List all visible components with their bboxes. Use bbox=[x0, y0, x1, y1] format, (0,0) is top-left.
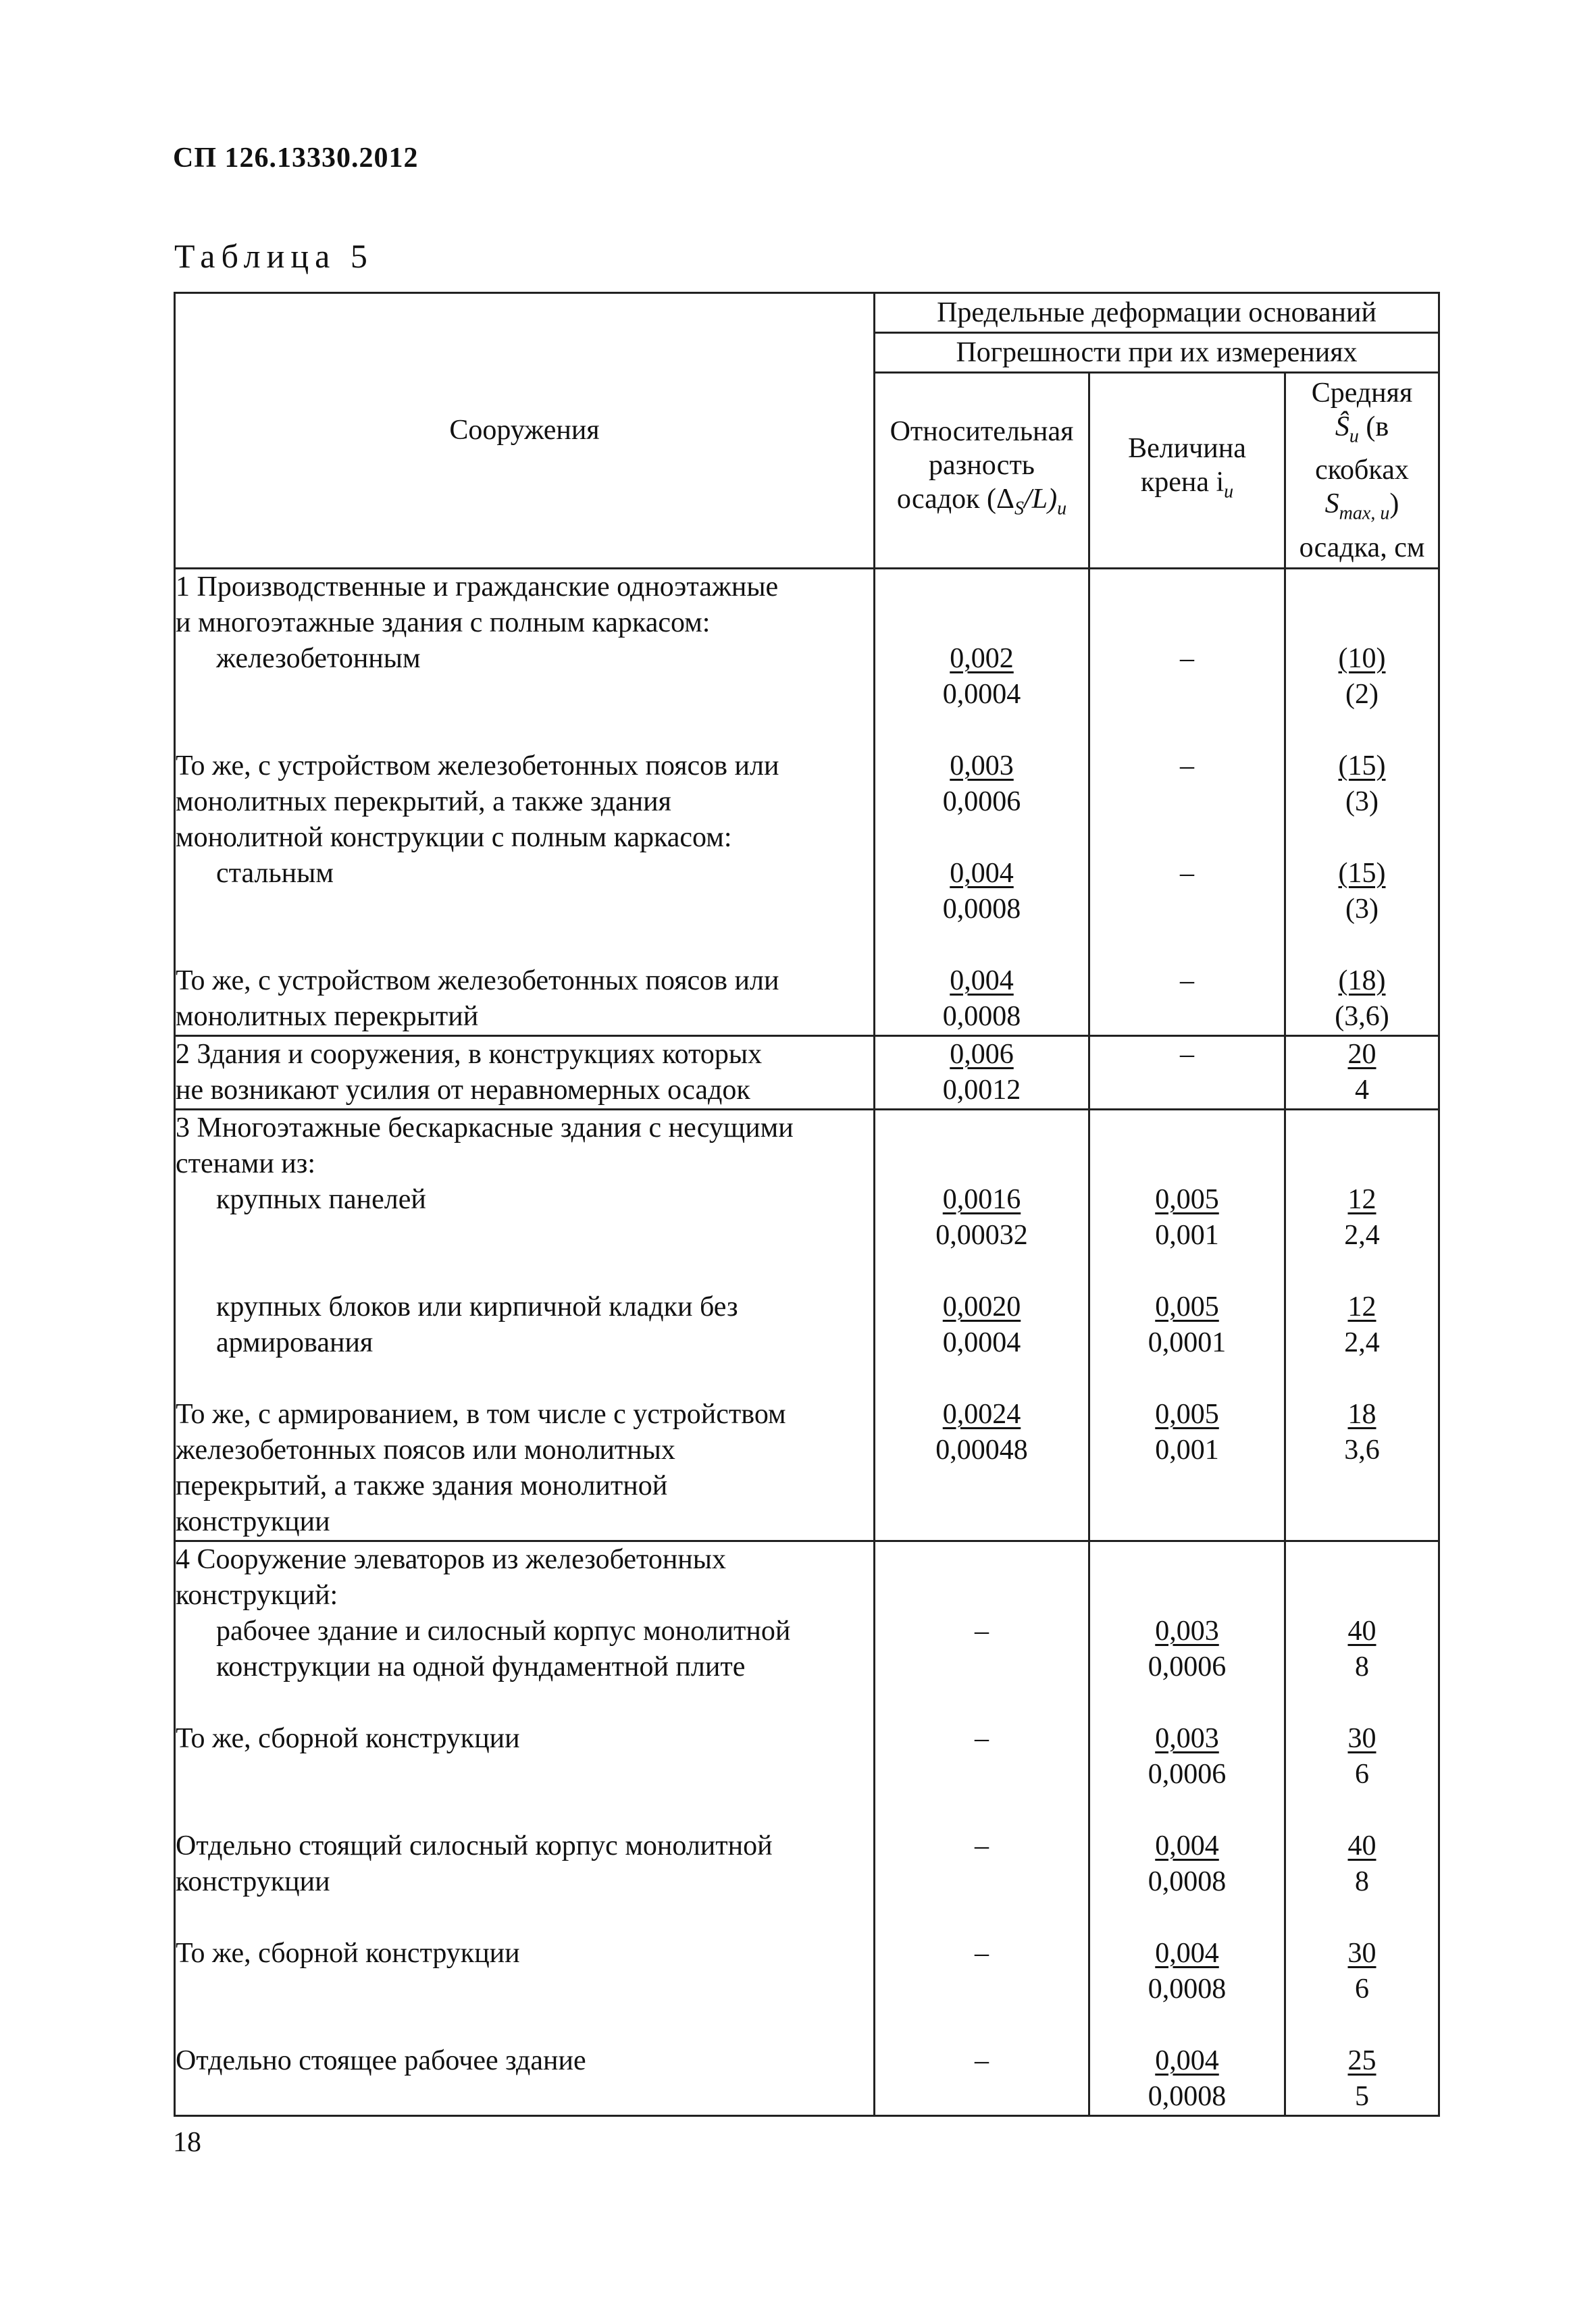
group-4-description: 4 Сооружение элеваторов из железобетонных конструкций: рабочее здание и силосный корпус монолитной конструкции на одной фундаментной плите То же, сборной конструкции Отдельно стоящий силосный корпус монолитной конструкции То же, сборной конструкции Отдельно стоящее рабочее здание bbox=[175, 1541, 875, 2115]
group-1-relative-settlement: 0,002 0,0004 0,003 0,0006 0,004 0,0008 0,004 0,0008 bbox=[875, 568, 1089, 1035]
document-code: СП 126.13330.2012 bbox=[173, 143, 419, 174]
group-3-description: 3 Многоэтажные бескаркасные здания с несущими стенами из: крупных панелей крупных блоков или кирпичной кладки без армирования То же, с армированием, в том числе с устройством железобетонных поясов или монолитных перекрытий, а также здания монолитной конструкции bbox=[175, 1109, 875, 1541]
group-4-average-settlement: 40 8 30 6 40 8 30 6 25 5 bbox=[1285, 1541, 1439, 2115]
group-2-description: 2 Здания и сооружения, в конструкциях которых не возникают усилия от неравномерных осадок bbox=[175, 1035, 875, 1109]
table-caption: Таблица 5 bbox=[174, 237, 374, 275]
group-3-relative-settlement: 0,0016 0,00032 0,0020 0,0004 0,0024 0,00048 bbox=[875, 1109, 1089, 1541]
group-4-tilt: 0,003 0,0006 0,003 0,0006 0,004 0,0008 0,004 0,0008 0,004 0,0008 bbox=[1089, 1541, 1285, 2115]
header-measurement-errors: Погрешности при их измерениях bbox=[875, 333, 1439, 373]
group-1-tilt: – – – – bbox=[1089, 568, 1285, 1035]
header-tilt: Величина крена $i_u$ bbox=[1089, 373, 1285, 569]
group-2-relative-settlement: 0,006 0,0012 bbox=[875, 1035, 1089, 1109]
group-1-average-settlement: (10) (2) (15) (3) (15) (3) (18) (3,6) bbox=[1285, 568, 1439, 1035]
header-deformation-limits: Предельные деформации оснований bbox=[875, 293, 1439, 333]
table-row-group-1 bbox=[175, 568, 1439, 1035]
header-average-settlement: Средняя $Ŝ_u$ (в скобках $S_{max, u}$) осадка, см bbox=[1285, 373, 1439, 569]
group-1-description: 1 Производственные и гражданские одноэтажные и многоэтажные здания с полным каркасом: железобетонным То же, с устройством железобетонных поясов или монолитных перекрытий, а также здания монолитной конструкции с полным каркасом: стальным То же, с устройством железобетонных поясов или монолитных перекрытий bbox=[175, 568, 875, 1035]
group-2-average-settlement: 20 4 bbox=[1285, 1035, 1439, 1109]
group-3-average-settlement: 12 2,4 12 2,4 18 3,6 bbox=[1285, 1109, 1439, 1541]
table-row-group-3 bbox=[175, 1109, 1439, 1541]
page-number: 18 bbox=[173, 2127, 201, 2158]
deformation-limits-table bbox=[174, 292, 1440, 2117]
group-4-relative-settlement: – – – – – bbox=[875, 1541, 1089, 2115]
group-2-tilt: – bbox=[1089, 1035, 1285, 1109]
table-header-row bbox=[175, 293, 1439, 333]
header-relative-settlement: Относительная разность осадок $(\Delta_S/L)_u$ bbox=[875, 373, 1089, 569]
table-row-group-4 bbox=[175, 1541, 1439, 2115]
table-row-group-2 bbox=[175, 1035, 1439, 1109]
header-structures: Сооружения bbox=[175, 293, 875, 569]
group-3-tilt: 0,005 0,001 0,005 0,0001 0,005 0,001 bbox=[1089, 1109, 1285, 1541]
